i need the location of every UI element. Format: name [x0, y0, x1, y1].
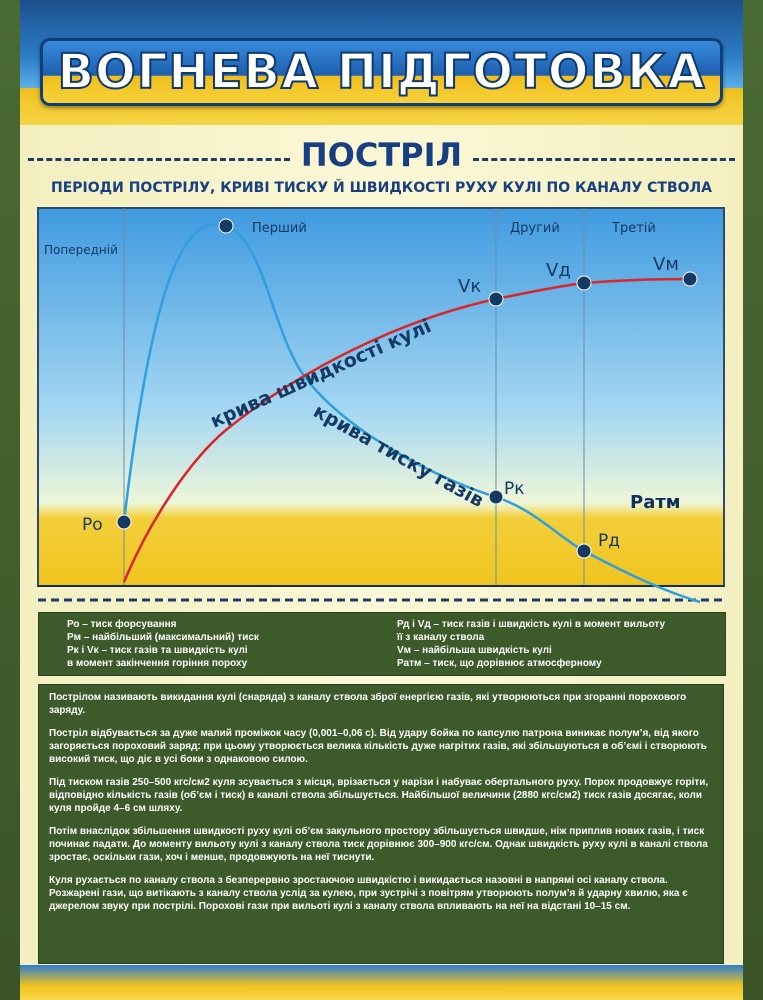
- point-label-vk: Vк: [458, 276, 482, 297]
- paragraph: Під тиском газів 250–500 кгс/см2 куля зсувається з місця, врізається у нарізи і набуває обертального руху. Порох продовжує горіти, відповідно кількість газів (об’єм і тиск) в каналі ствола збільшується. Найбільшої величини (2880 кгс/см2) тиск газів досягає, коли куля пройде 4–6 см шляху.: [49, 777, 709, 814]
- paragraph: Куля рухається по каналу ствола з безперервно зростаючою швидкістю і викидається назовні в напрямі осі каналу ствола. Розжарені гази, що витікають з каналу ствола услід за кулею, при зустрічі з повітрям утворюють полум’я й ударну хвилю, яка є джерелом звуку при пострілі. Порохові гази при вильоті кулі з каналу ствола впливають на неї на відстані 10–15 см.: [49, 875, 688, 912]
- paragraph: Пострілом називають викидання кулі (снаряда) з каналу ствола зброї енергією газів, які утворюються при згоранні порохового заряду.: [49, 692, 687, 716]
- legend-po: Ро – тиск форсування: [67, 619, 177, 630]
- point-label-patm: Ратм: [630, 492, 681, 513]
- paragraph: Постріл відбувається за дуже малий проміжок часу (0,001–0,06 с). Від удару бойка по капсулю патрона виникає полум’я, від якого загоряється пороховий заряд: при цьому утворюється велика кількість дуже нагрітих газів, які збільшуються в об’ємі і створюють високий тиск, що діє в усі боки з однаковою силою.: [49, 728, 707, 765]
- point-label-pk: Рк: [504, 479, 525, 499]
- marker-pk: [489, 490, 503, 504]
- legend-pk-vk-cont: в момент закінчення горіння пороху: [67, 658, 248, 669]
- legend-pk-vk: Рк і Vк – тиск газів та швидкість кулі: [67, 645, 248, 656]
- bottom-band: [20, 965, 743, 1000]
- section-title: ПОСТРІЛ: [300, 136, 463, 174]
- page-title: ВОГНЕВА ПІДГОТОВКА: [57, 44, 706, 100]
- period-label-first: Перший: [252, 221, 307, 236]
- period-label-third: Третій: [612, 221, 656, 236]
- point-label-vm: Vм: [653, 254, 679, 275]
- velocity-curve-label: крива швидкості кулі: [207, 315, 435, 433]
- legend-vm: Vм – найбільша швидкість кулі: [397, 645, 552, 656]
- description-box: [38, 684, 724, 964]
- legend-pm: Рм – найбільший (максимальний) тиск: [67, 632, 259, 643]
- period-label-second: Другий: [510, 221, 560, 236]
- point-label-pd: Рд: [598, 531, 621, 551]
- point-label-vd: Vд: [546, 260, 571, 281]
- diagram-subtitle: ПЕРІОДИ ПОСТРІЛУ, КРИВІ ТИСКУ Й ШВИДКОСТІ РУХУ КУЛІ ПО КАНАЛУ СТВОЛА: [50, 180, 712, 196]
- legend-patm: Ратм – тиск, що дорівнює атмосферному: [397, 658, 602, 669]
- pressure-curve-label: крива тиску газів: [309, 400, 488, 513]
- marker-pd: [577, 544, 591, 558]
- legend-pd-vd-cont: її з каналу ствола: [397, 632, 485, 643]
- period-label-preliminary: Попередній: [44, 243, 118, 257]
- marker-vd: [577, 276, 591, 290]
- marker-pm: [219, 219, 233, 233]
- marker-po: [117, 515, 131, 529]
- legend-box: [38, 612, 726, 676]
- point-label-po: Ро: [82, 515, 103, 535]
- legend-pd-vd: Рд і Vд – тиск газів і швидкість кулі в момент вильоту: [397, 619, 666, 630]
- marker-vk: [489, 292, 503, 306]
- marker-vm: [683, 272, 697, 286]
- paragraph: Потім внаслідок збільшення швидкості руху кулі об’єм закульного простору збільшується швидше, ніж приплив нових газів, і тиск починає падати. До моменту вильоту кулі з каналу ствола тиск дорівнює 300–900 кгс/см. Однак швидкість руху кулі в каналі ствола зростає, оскільки гази, хоч і менше, продовжують на неї тиснути.: [49, 826, 708, 863]
